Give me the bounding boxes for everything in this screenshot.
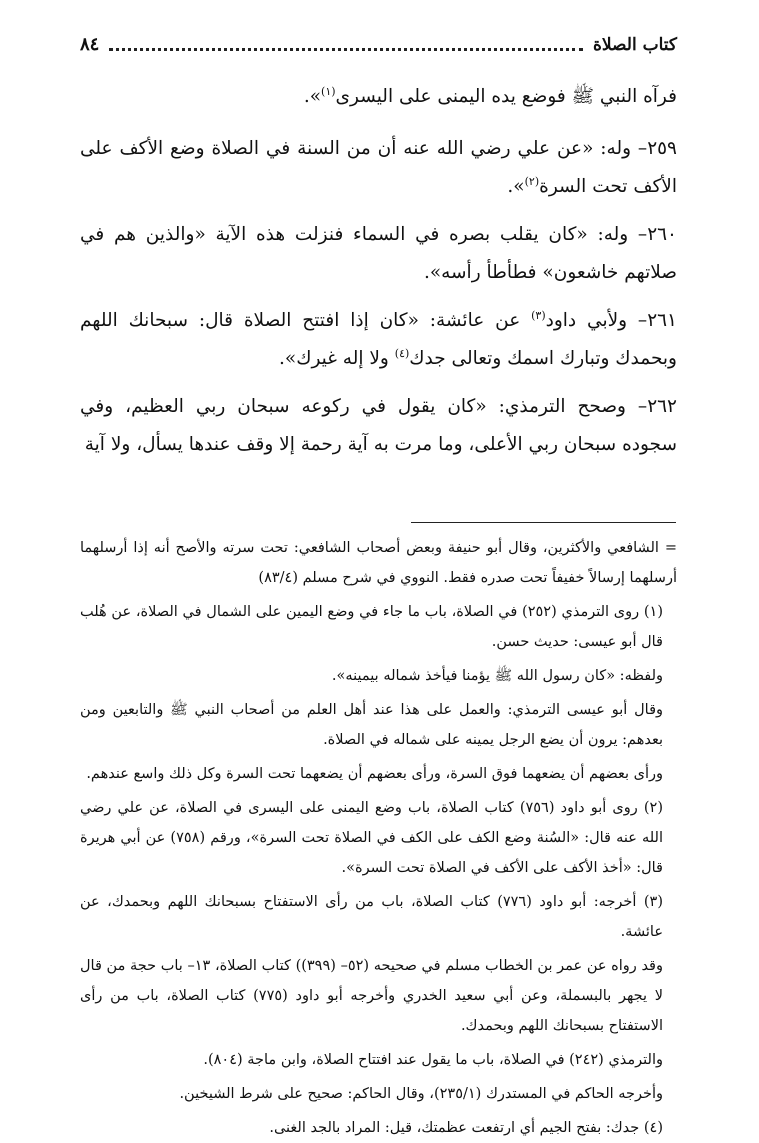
footnotes <box>80 533 677 1143</box>
footnote-text: والترمذي (٢٤٢) في الصلاة، باب ما يقول عند افتتاح الصلاة، وابن ماجة (٨٠٤). <box>203 1052 663 1068</box>
footnote-continuation: = الشافعي والأكثرين، وقال أبو حنيفة وبعض أصحاب الشافعي: تحت سرته والأصح أنه إذا أرسلهما أرسلهما إرسالاً خفيفاً تحت صدره فقط. النووي في شرح مسلم (٨٣/٤) <box>80 540 677 586</box>
main-text <box>80 78 677 464</box>
footnote-2: (٢) روى أبو داود (٧٥٦) كتاب الصلاة، باب وضع اليمنى على اليسرى في الصلاة، عن علي رضي الله عنه قال: «السُنة وضع الكف على الكف في الصلاة تحت السرة»، ورقم (٧٥٨) عن أبي هريرة قال: «أخذ الأكف على الأكف في الصلاة تحت السرة». <box>80 800 663 876</box>
paragraph-text: عن عائشة: «كان إذا افتتح الصلاة قال: سبحانك اللهم وبحمدك وتبارك اسمك وتعالى جدك <box>80 310 677 369</box>
paragraph-text: ولا إله غيرك». <box>279 348 389 369</box>
hadith-259 <box>80 130 677 206</box>
paragraph-text: ٢٦٠– وله: «كان يقلب بصره في السماء فنزلت هذه الآية «والذين هم في صلاتهم خاشعون» فطأطأ رأسه». <box>80 224 677 283</box>
hadith-262 <box>80 388 677 464</box>
footnote-text: ولفظه: «كان رسول الله ﷺ يؤمنا فيأخذ شماله بيمينه». <box>331 668 663 684</box>
footnote-ref-1: (١) <box>321 84 336 98</box>
paragraph-text: فرآه النبي ﷺ فوضع يده اليمنى على اليسرى <box>335 86 677 107</box>
footnote-text: وقال أبو عيسى الترمذي: والعمل على هذا عند أهل العلم من أصحاب النبي ﷺ والتابعين ومن بعدهم: يرون أن يضع الرجل يمينه على شماله في الصلاة. <box>80 702 663 748</box>
hadith-260 <box>80 216 677 292</box>
paragraph-text: ٢٦١– ولأبي داود <box>545 310 677 331</box>
running-header <box>80 34 677 64</box>
footnote-4: (٤) جدك: بفتح الجيم أي ارتفعت عظمتك، قيل: المراد بالجد الغنى. <box>269 1120 663 1136</box>
footnote-ref-4: (٤) <box>394 346 410 360</box>
footnote-3: (٣) أخرجه: أبو داود (٧٧٦) كتاب الصلاة، باب من رأى الاستفتاح بسبحانك اللهم وبحمدك، عن عائشة. <box>80 894 663 940</box>
header-leader-dots <box>109 48 583 51</box>
footnote-text: وقد رواه عن عمر بن الخطاب مسلم في صحيحه (٥٢– (٣٩٩)) كتاب الصلاة، ١٣– باب حجة من قال لا يجهر بالبسملة، وعن أبي سعيد الخدري وأخرجه أبو داود (٧٧٥) كتاب الصلاة، باب من رأى الاستفتاح بسبحانك اللهم وبحمدك. <box>80 958 664 1034</box>
paragraph-continuation <box>80 78 677 116</box>
paragraph-text: ٢٥٩– وله: «عن علي رضي الله عنه أن من السنة في الصلاة وضع الأكف على الأكف تحت السرة <box>80 138 677 197</box>
quote-close: ». <box>303 86 322 107</box>
footnote-separator <box>411 522 676 523</box>
footnote-text: ورأى بعضهم أن يضعهما فوق السرة، ورأى بعضهم أن يضعهما تحت السرة وكل ذلك واسع عندهم. <box>86 766 663 782</box>
footnote-separator-wrap <box>80 474 677 523</box>
footnote-ref-2: (٢) <box>524 174 540 188</box>
paragraph-text: ٢٦٢– وصحح الترمذي: «كان يقول في ركوعه سبحان ربي العظيم، وفي سجوده سبحان ربي الأعلى، وما مرت به آية رحمة إلا وقف عندها يسأل، ولا آية <box>80 396 677 455</box>
page-number: ٨٤ <box>80 34 100 55</box>
chapter-title: كتاب الصلاة <box>592 35 677 55</box>
footnote-1: (١) روى الترمذي (٢٥٢) في الصلاة، باب ما جاء في وضع اليمين على الشمال في الصلاة، عن هُلب قال أبو عيسى: حديث حسن. <box>80 604 663 650</box>
footnote-ref-3: (٣) <box>531 308 546 322</box>
hadith-261 <box>80 302 677 378</box>
quote-close: ». <box>507 176 525 197</box>
footnote-text: وأخرجه الحاكم في المستدرك (٢٣٥/١)، وقال الحاكم: صحيح على شرط الشيخين. <box>179 1086 663 1102</box>
